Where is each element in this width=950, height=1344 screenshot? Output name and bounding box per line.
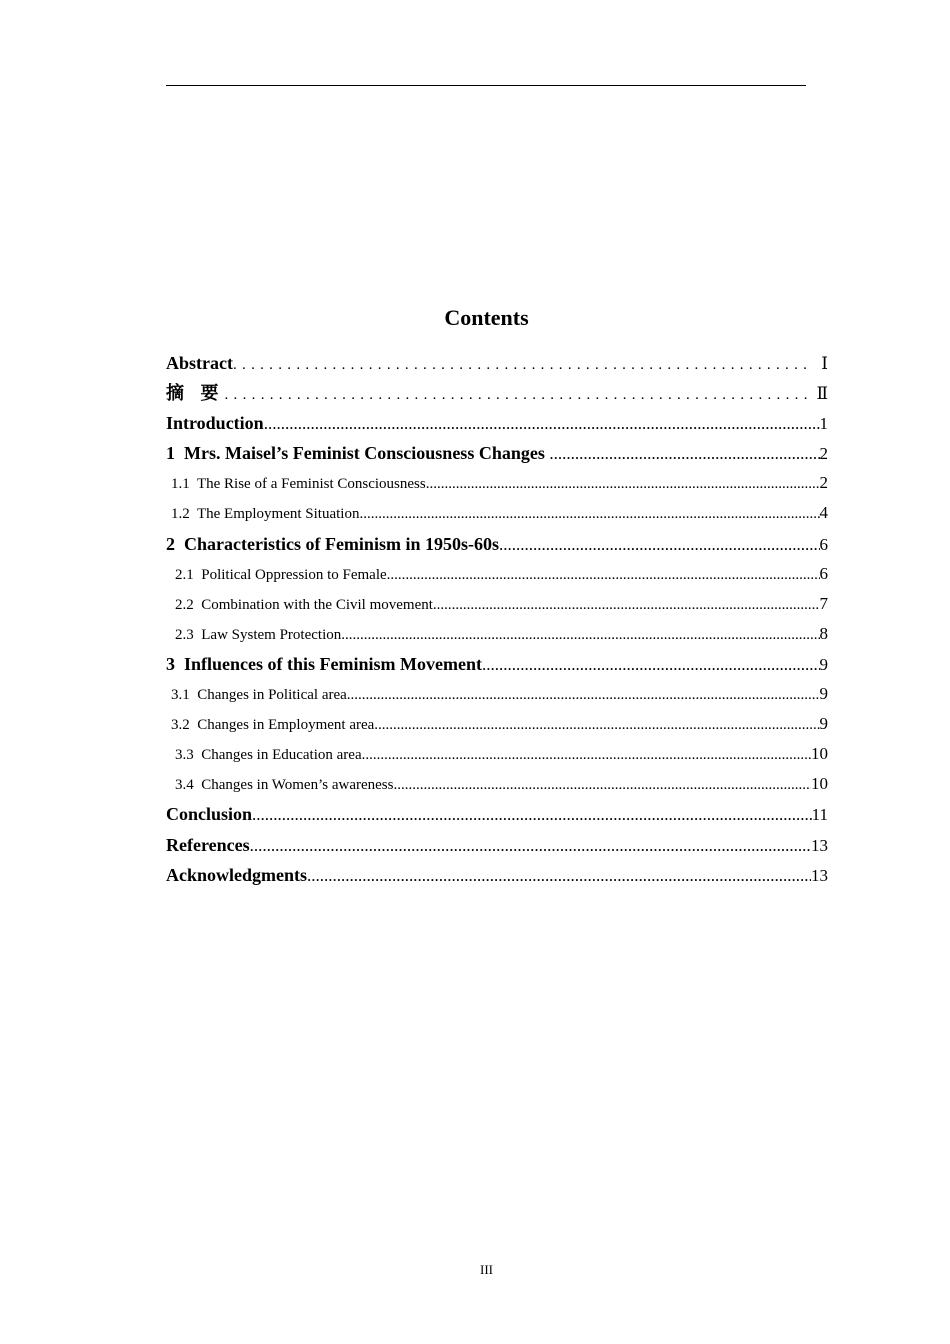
toc-entry-page: 6	[819, 534, 828, 554]
dot-leader	[499, 530, 820, 559]
toc-entry-label: 2.2 Combination with the Civil movement	[175, 596, 433, 613]
dot-leader	[359, 499, 819, 528]
toc-entry-section-2-2[interactable]	[166, 589, 828, 619]
dot-leader	[233, 350, 813, 378]
toc-entry-chapter-1[interactable]	[166, 438, 828, 468]
dot-leader	[374, 710, 819, 739]
toc-entry-chapter-2[interactable]	[166, 529, 828, 559]
toc-entry-label: 1 Mrs. Maisel’s Feminist Consciousness Changes	[166, 443, 550, 464]
toc-entry-label: 3.1 Changes in Political area	[171, 687, 347, 704]
toc-entry-section-1-1[interactable]	[166, 468, 828, 498]
toc-entry-introduction[interactable]	[166, 408, 828, 438]
toc-entry-label: 3 Influences of this Feminism Movement	[166, 653, 482, 674]
toc-entry-label: References	[166, 834, 250, 855]
dot-leader	[362, 740, 811, 769]
toc-entry-page: 2	[819, 473, 828, 493]
toc-entry-section-1-2[interactable]	[166, 498, 828, 528]
toc-entry-page: 9	[819, 714, 828, 734]
dot-leader	[387, 560, 820, 589]
toc-entry-conclusion[interactable]	[166, 799, 828, 829]
toc-entry-label: 1.1 The Rise of a Feminist Consciousness	[171, 476, 426, 493]
dot-leader	[252, 800, 812, 829]
dot-leader	[426, 469, 820, 498]
dot-leader	[250, 831, 811, 860]
dot-leader	[549, 439, 819, 468]
toc-entry-label: Conclusion	[166, 804, 253, 825]
toc-entry-page: 11	[811, 805, 828, 825]
toc-entry-section-3-4[interactable]	[166, 769, 828, 799]
toc-entry-page: 13	[811, 835, 828, 855]
toc-entry-page: 8	[819, 623, 828, 643]
page-number: III	[480, 1262, 493, 1277]
toc-entry-chapter-3[interactable]	[166, 649, 828, 679]
toc-entry-label: Acknowledgments	[166, 864, 308, 885]
toc-entry-label: 3.3 Changes in Education area	[175, 747, 362, 764]
toc-entry-page: Ⅰ	[821, 354, 828, 373]
toc-entry-page: 6	[819, 563, 828, 583]
dot-leader	[307, 861, 811, 890]
toc-entry-page: 1	[819, 414, 828, 434]
toc-entry-page: 13	[811, 865, 828, 885]
header-rule	[166, 85, 806, 86]
toc-entry-acknowledgments[interactable]	[166, 860, 828, 890]
toc-entry-label: 2.3 Law System Protection	[175, 626, 342, 643]
toc-entry-label: Abstract	[166, 353, 233, 373]
toc-entry-label: 3.4 Changes in Women’s awareness	[175, 777, 394, 794]
toc-entry-page: 9	[819, 684, 828, 704]
toc-entry-label: 2 Characteristics of Feminism in 1950s-60s	[166, 533, 499, 554]
dot-leader	[433, 590, 820, 619]
toc-entry-page: 4	[819, 503, 828, 523]
dot-leader	[225, 380, 809, 408]
toc-entry-page: 7	[819, 593, 828, 613]
dot-leader	[393, 770, 811, 799]
toc-entry-page: 10	[811, 744, 828, 764]
toc-entry-label: Introduction	[166, 413, 264, 434]
toc-entry-page: 10	[811, 774, 828, 794]
toc-entry-label: 3.2 Changes in Employment area	[171, 717, 375, 734]
toc-entry-label: 2.1 Political Oppression to Female	[175, 566, 387, 583]
toc-entry-section-3-3[interactable]	[166, 739, 828, 769]
dot-leader	[347, 680, 820, 709]
toc-entry-chinese-abstract[interactable]	[166, 378, 828, 408]
toc-entry-page: 2	[819, 444, 828, 464]
dot-leader	[482, 650, 820, 679]
toc-entry-section-2-1[interactable]	[166, 559, 828, 589]
toc-entry-page: 9	[819, 654, 828, 674]
toc-entry-label: 1.2 The Employment Situation	[171, 506, 360, 523]
page-title: Contents	[444, 305, 529, 330]
toc-entry-references[interactable]	[166, 830, 828, 860]
toc-entry-page: Ⅱ	[816, 384, 828, 404]
table-of-contents	[166, 348, 828, 890]
toc-entry-abstract[interactable]	[166, 348, 828, 378]
dot-leader	[264, 409, 820, 438]
toc-entry-section-3-1[interactable]	[166, 679, 828, 709]
dot-leader	[341, 620, 819, 649]
toc-entry-section-2-3[interactable]	[166, 619, 828, 649]
toc-entry-label: 摘 要	[166, 383, 225, 404]
toc-entry-section-3-2[interactable]	[166, 709, 828, 739]
